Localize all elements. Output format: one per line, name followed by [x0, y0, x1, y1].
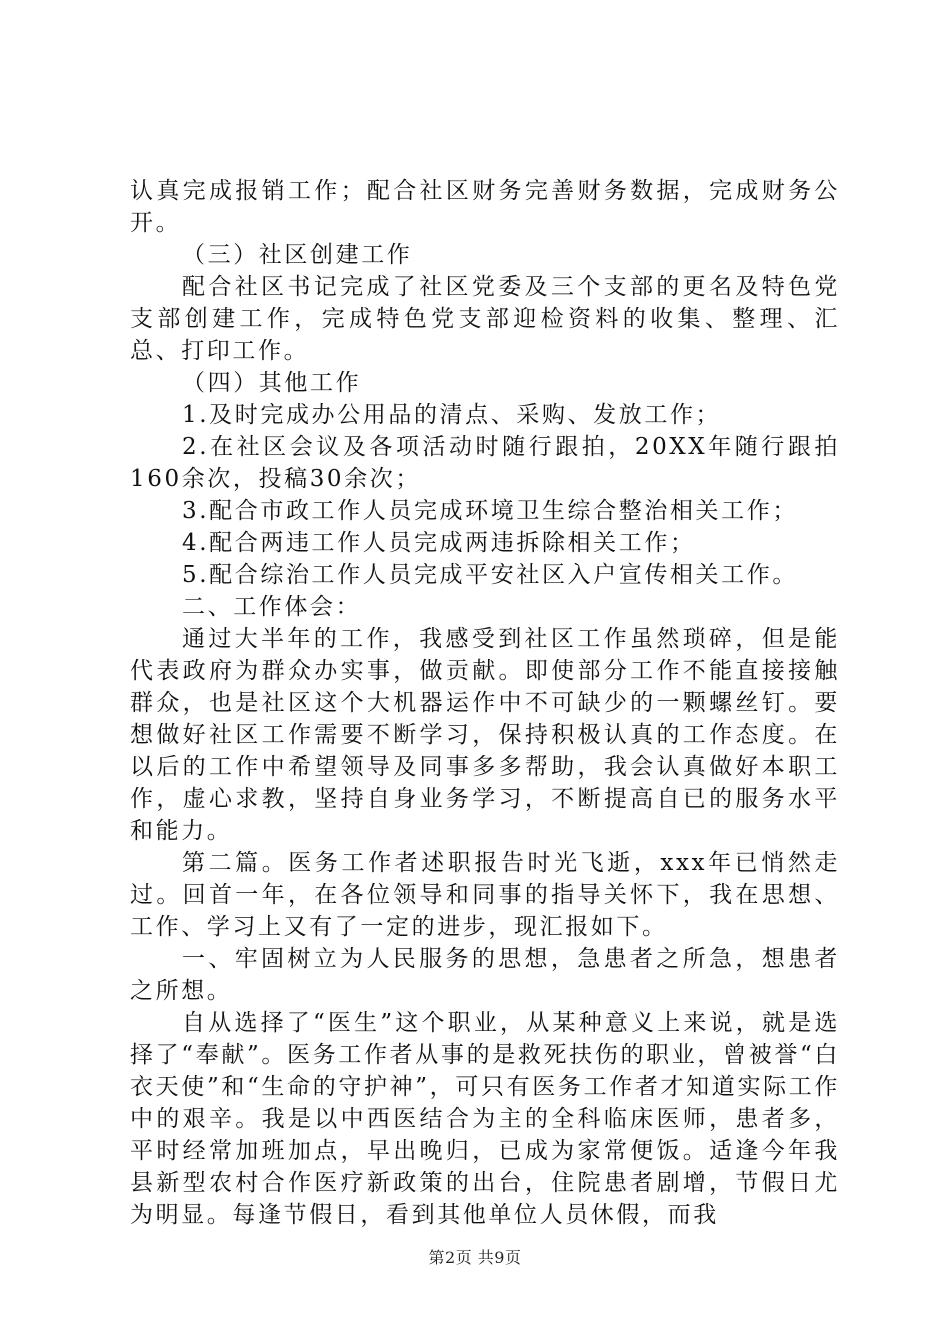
list-item-1: 1.及时完成办公用品的清点、采购、发放工作；: [182, 402, 722, 428]
document-body: [130, 175, 840, 1231]
list-item-2: 2.在社区会议及各项活动时随行跟拍，20XX年随行跟拍160余次，投稿30余次；: [130, 434, 840, 492]
paragraph-1: 认真完成报销工作；配合社区财务完善财务数据，完成财务公开。: [130, 178, 840, 236]
page-number-footer: 第2页 共9页: [428, 1248, 522, 1267]
paragraph-12: 第二篇。医务工作者述职报告时光飞逝，xxx年已悄然走过。回首一年，在各位领导和同事的指导关怀下，我在思想、工作、学习上又有了一定的进步，现汇报如下。: [130, 850, 840, 940]
list-item-4: 4.配合两违工作人员完成两违拆除相关工作；: [182, 530, 696, 556]
heading-work-experience: 二、工作体会：: [182, 594, 362, 620]
paragraph-3: 配合社区书记完成了社区党委及三个支部的更名及特色党支部创建工作，完成特色党支部迎检资料的收集、整理、汇总、打印工作。: [130, 274, 840, 364]
list-item-3: 3.配合市政工作人员完成环境卫生综合整治相关工作；: [182, 498, 798, 524]
paragraph-14: 自从选择了“医生”这个职业，从某种意义上来说，就是选择了“奉献”。医务工作者从事的是救死扶伤的职业，曾被誉“白衣天使”和“生命的守护神”，可只有医务工作者才知道实际工作中的艰辛。我是以中西医结合为主的全科临床医师，患者多，平时经常加班加点，早出晚归，已成为家常便饭。适逢今年我县新型农村合作医疗新政策的出台，住院患者剧增，节假日尤为明显。每逢节假日，看到其他单位人员休假，而我: [130, 1010, 840, 1228]
list-item-5: 5.配合综治工作人员完成平安社区入户宣传相关工作。: [182, 562, 798, 588]
heading-other-work: （四）其他工作: [182, 370, 362, 396]
heading-community-building: （三）社区创建工作: [182, 242, 413, 268]
paragraph-11: 通过大半年的工作，我感受到社区工作虽然琐碎，但是能代表政府为群众办实事，做贡献。即使部分工作不能直接接触群众，也是社区这个大机器运作中不可缺少的一颗螺丝钉。要想做好社区工作需要不断学习，保持积极认真的工作态度。在以后的工作中希望领导及同事多多帮助，我会认真做好本职工作，虚心求教，坚持自身业务学习，不断提高自已的服务水平和能力。: [130, 626, 840, 844]
heading-serve-people: 一、牢固树立为人民服务的思想，急患者之所急，想患者之所想。: [130, 946, 840, 1004]
